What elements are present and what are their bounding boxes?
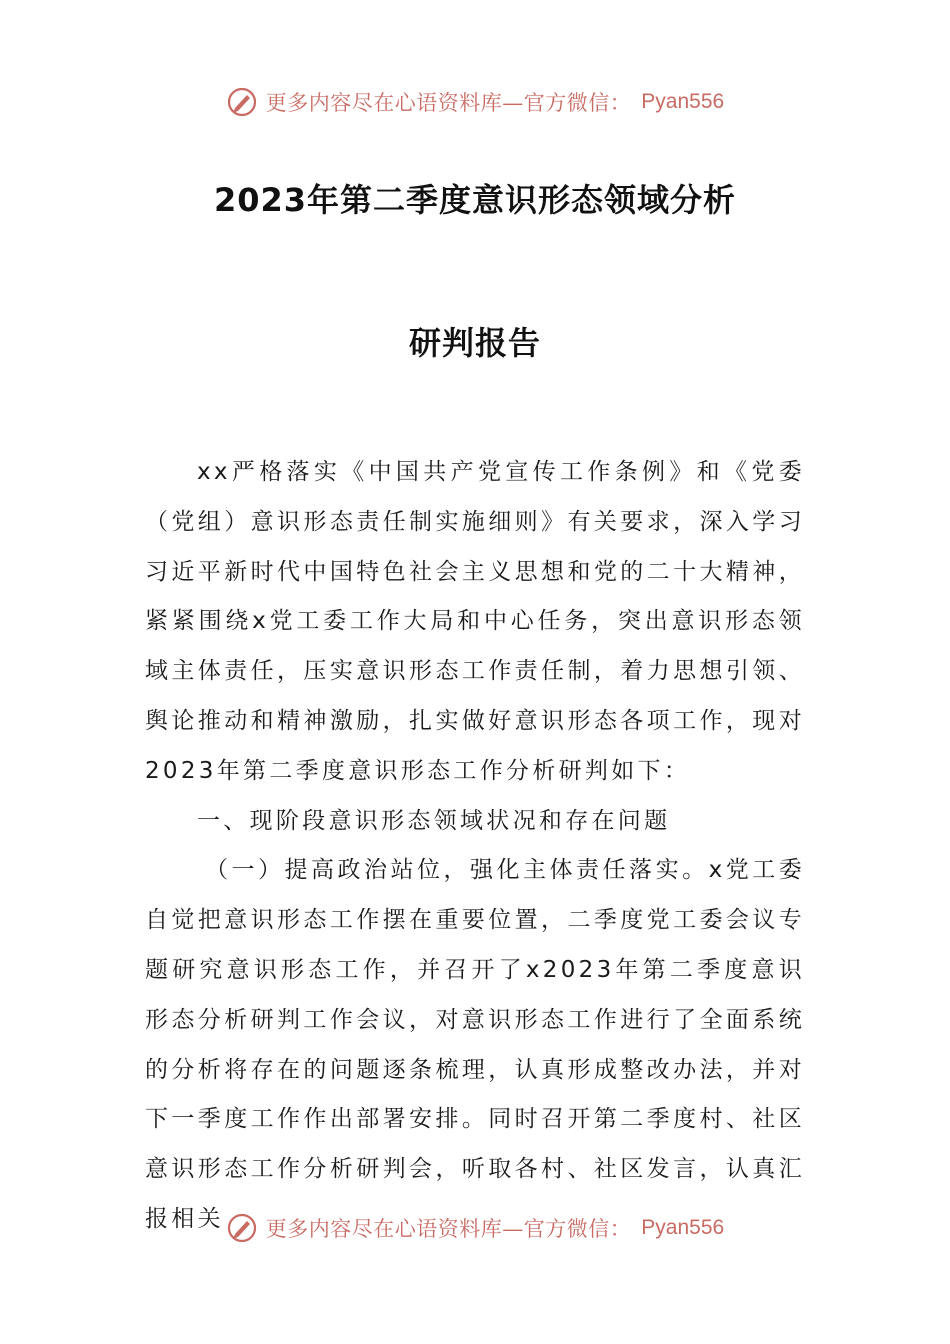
- watermark-wechat-id: Pyan556: [641, 1216, 725, 1239]
- pen-logo-icon: [226, 86, 258, 118]
- watermark-wechat-id: Pyan556: [641, 90, 725, 113]
- section-heading-1: 一、现阶段意识形态领域状况和存在问题: [197, 807, 671, 834]
- section-1-paragraph-1: （一）提高政治站位，强化主体责任落实。x党工委自觉把意识形态工作摆在重要位置，二季度党工委会议专题研究意识形态工作，并召开了x2023年第二季度意识形态分析研判工作会议，对意识形态工作进行了全面系统的分析将存在的问题逐条梳理，认真形成整改办法，并对下一季度工作作出部署安排。同时召开第二季度村、社区意识形态工作分析研判会，听取各村、社区发言，认真汇报相关: [145, 857, 805, 1232]
- document-body: [145, 448, 805, 1245]
- watermark-text: 更多内容尽在心语资料库—官方微信：: [265, 91, 632, 115]
- watermark-footer: [0, 1208, 950, 1248]
- watermark-header: [0, 82, 950, 122]
- intro-paragraph: xx严格落实《中国共产党宣传工作条例》和《党委（党组）意识形态责任制实施细则》有关要求，深入学习习近平新时代中国特色社会主义思想和党的二十大精神，紧紧围绕x党工委工作大局和中心任务，突出意识形态领域主体责任，压实意识形态工作责任制，着力思想引领、舆论推动和精神激励，扎实做好意识形态各项工作，现对2023年第二季度意识形态工作分析研判如下：: [145, 459, 805, 784]
- document-title-line1: 2023年第二季度意识形态领域分析: [213, 181, 737, 219]
- pen-logo-icon: [226, 1212, 258, 1244]
- watermark-text: 更多内容尽在心语资料库—官方微信：: [265, 1217, 632, 1241]
- document-title-line2: 研判报告: [408, 324, 541, 362]
